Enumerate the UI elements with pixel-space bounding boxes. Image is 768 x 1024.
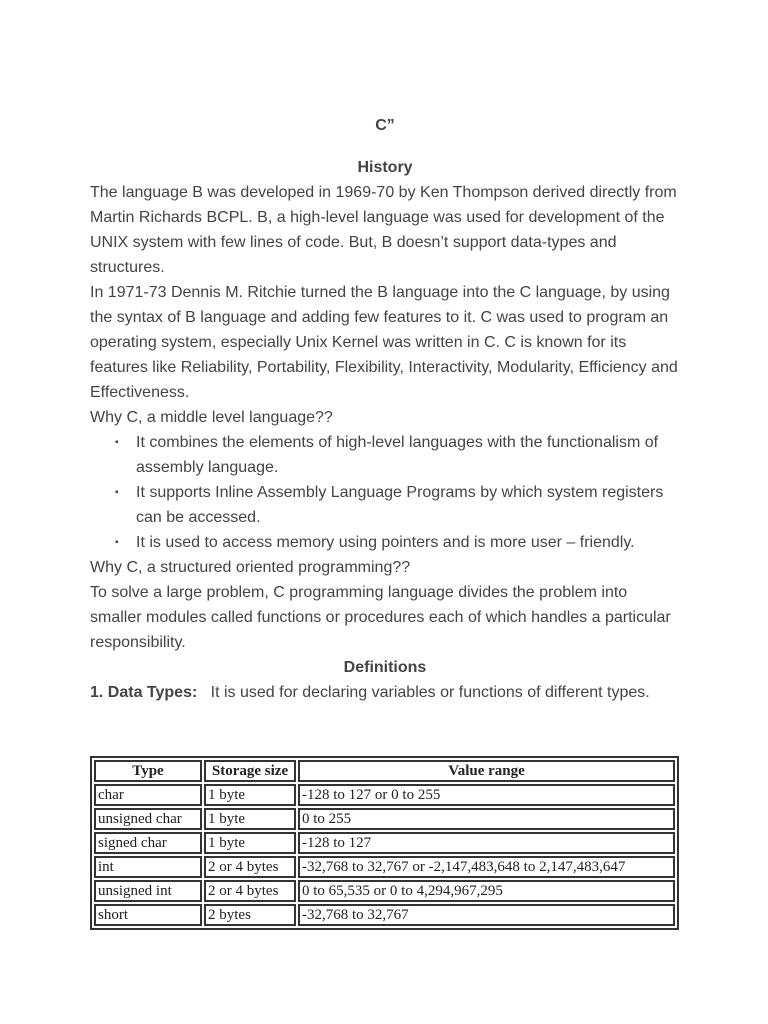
column-header-type: Type bbox=[94, 760, 202, 782]
table-row bbox=[94, 808, 675, 830]
table-header-row bbox=[94, 760, 675, 782]
structured-question: Why C, a structured oriented programming?? bbox=[90, 559, 411, 576]
list-item-text: It combines the elements of high-level languages with the functionalism of assembly language. bbox=[136, 434, 659, 476]
data-types-definition bbox=[90, 680, 680, 705]
bullet-icon: ▪ bbox=[115, 487, 119, 498]
cell-type: int bbox=[94, 856, 202, 878]
list-item bbox=[115, 430, 680, 480]
history-heading: History bbox=[357, 159, 413, 176]
cell-storage-size: 1 byte bbox=[204, 784, 296, 806]
definitions-heading: Definitions bbox=[343, 659, 427, 676]
list-item bbox=[115, 530, 680, 555]
middle-level-question: Why C, a middle level language?? bbox=[90, 409, 333, 426]
cell-type: unsigned char bbox=[94, 808, 202, 830]
bullet-icon: ▪ bbox=[115, 537, 119, 548]
cell-value-range: -32,768 to 32,767 or -2,147,483,648 to 2,147,483,647 bbox=[298, 856, 675, 878]
history-paragraph-2: In 1971-73 Dennis M. Ritchie turned the B language into the C language, by using the syntax of B language and adding few features to it. C was used to program an operating system, especially Unix Kernel was written in C. C is known for its features like Reliability, Portability, Flexibility, Interactivity, Modularity, Efficiency and Effectiveness. bbox=[90, 284, 678, 401]
data-types-text: It is used for declaring variables or functions of different types. bbox=[210, 684, 650, 701]
table-row bbox=[94, 856, 675, 878]
cell-storage-size: 2 bytes bbox=[204, 904, 296, 926]
cell-type: unsigned int bbox=[94, 880, 202, 902]
column-header-storage-size: Storage size bbox=[204, 760, 296, 782]
list-item-text: It supports Inline Assembly Language Programs by which system registers can be accessed. bbox=[136, 484, 664, 526]
data-types-table bbox=[90, 756, 679, 930]
data-types-label: 1. Data Types: bbox=[90, 684, 198, 701]
cell-type: char bbox=[94, 784, 202, 806]
cell-storage-size: 1 byte bbox=[204, 808, 296, 830]
cell-type: short bbox=[94, 904, 202, 926]
list-item-text: It is used to access memory using pointers and is more user – friendly. bbox=[136, 534, 635, 551]
bullet-icon: ▪ bbox=[115, 437, 119, 448]
table-row bbox=[94, 904, 675, 926]
cell-value-range: -128 to 127 bbox=[298, 832, 675, 854]
cell-storage-size: 2 or 4 bytes bbox=[204, 856, 296, 878]
column-header-value-range: Value range bbox=[298, 760, 675, 782]
middle-level-list bbox=[90, 430, 680, 555]
list-item bbox=[115, 480, 680, 530]
cell-storage-size: 2 or 4 bytes bbox=[204, 880, 296, 902]
cell-value-range: 0 to 65,535 or 0 to 4,294,967,295 bbox=[298, 880, 675, 902]
cell-type: signed char bbox=[94, 832, 202, 854]
cell-value-range: -128 to 127 or 0 to 255 bbox=[298, 784, 675, 806]
cell-storage-size: 1 byte bbox=[204, 832, 296, 854]
document-title: C” bbox=[375, 117, 395, 134]
table-row bbox=[94, 784, 675, 806]
cell-value-range: 0 to 255 bbox=[298, 808, 675, 830]
document-body bbox=[90, 155, 680, 705]
history-paragraph-1: The language B was developed in 1969-70 by Ken Thompson derived directly from Martin Richards BCPL. B, a high-level language was used for development of the UNIX system with few lines of code. But, B doesn’t support data-types and structures. bbox=[90, 184, 677, 276]
cell-value-range: -32,768 to 32,767 bbox=[298, 904, 675, 926]
table-row bbox=[94, 880, 675, 902]
table-row bbox=[94, 832, 675, 854]
structured-answer: To solve a large problem, C programming language divides the problem into smaller modules called functions or procedures each of which handles a particular responsibility. bbox=[90, 584, 671, 651]
